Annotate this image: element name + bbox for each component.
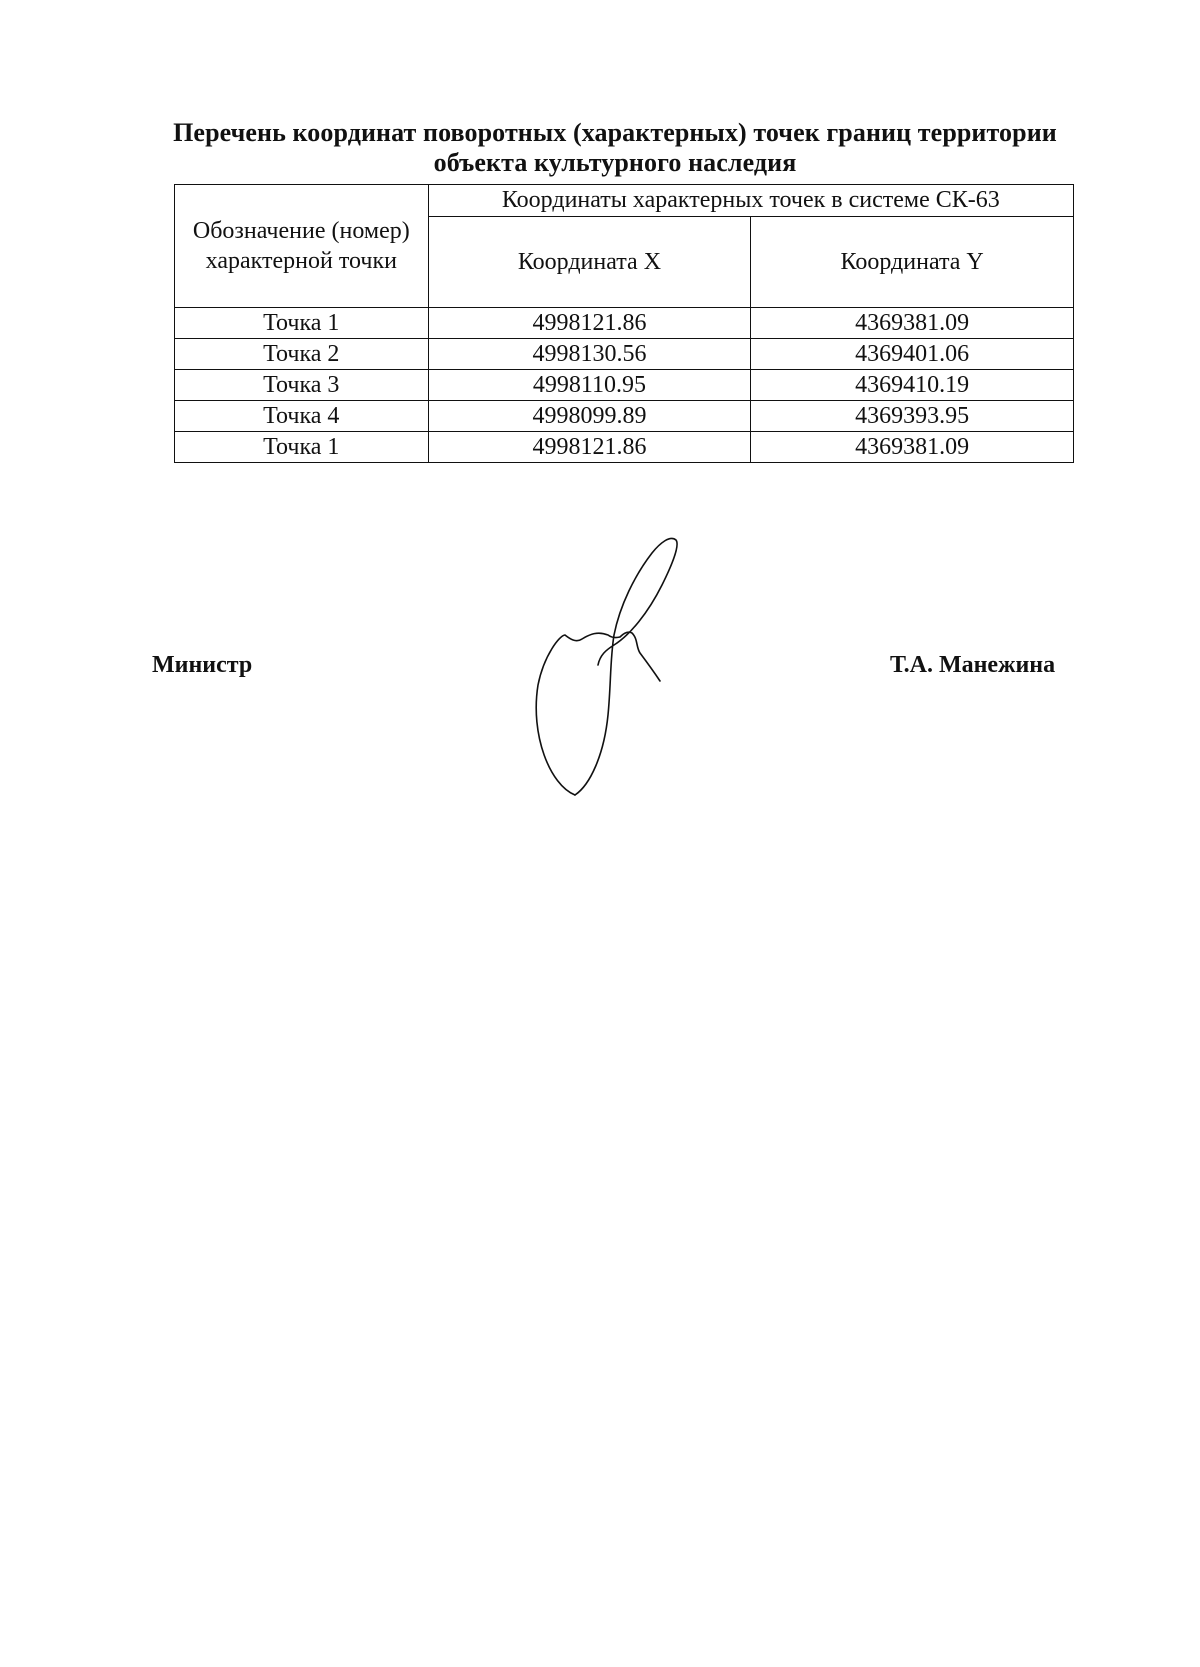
table-header-row [175,185,1074,217]
table-row [175,339,1074,370]
title-line-1: Перечень координат поворотных (характерных) точек границ территории [173,118,1057,147]
coordinate-y-value: 4369381.09 [751,432,1074,463]
point-label: Точка 3 [175,370,429,401]
title-line-2: объекта культурного наследия [433,148,797,177]
coordinate-x-value: 4998099.89 [428,401,751,432]
coordinate-x-value: 4998110.95 [428,370,751,401]
coordinate-x-value: 4998130.56 [428,339,751,370]
header-coordinate-x: Координата X [428,216,751,307]
signatory-position: Министр [152,652,253,678]
coordinate-y-value: 4369410.19 [751,370,1074,401]
table-row [175,370,1074,401]
point-label: Точка 1 [175,308,429,339]
header-designation: Обозначение (номер) характерной точки [175,185,429,308]
header-coordinate-y: Координата Y [751,216,1074,307]
coordinates-table [174,184,1074,463]
coordinate-x-value: 4998121.86 [428,432,751,463]
point-label: Точка 2 [175,339,429,370]
coordinate-y-value: 4369381.09 [751,308,1074,339]
document-title [150,118,1080,178]
coordinate-y-value: 4369393.95 [751,401,1074,432]
header-coordinate-system: Координаты характерных точек в системе СК-63 [428,185,1073,217]
table-row [175,432,1074,463]
table-row [175,401,1074,432]
handwritten-signature [520,535,700,805]
signatory-name: Т.А. Манежина [890,652,1056,678]
coordinate-y-value: 4369401.06 [751,339,1074,370]
point-label: Точка 1 [175,432,429,463]
coordinate-x-value: 4998121.86 [428,308,751,339]
point-label: Точка 4 [175,401,429,432]
table-row [175,308,1074,339]
